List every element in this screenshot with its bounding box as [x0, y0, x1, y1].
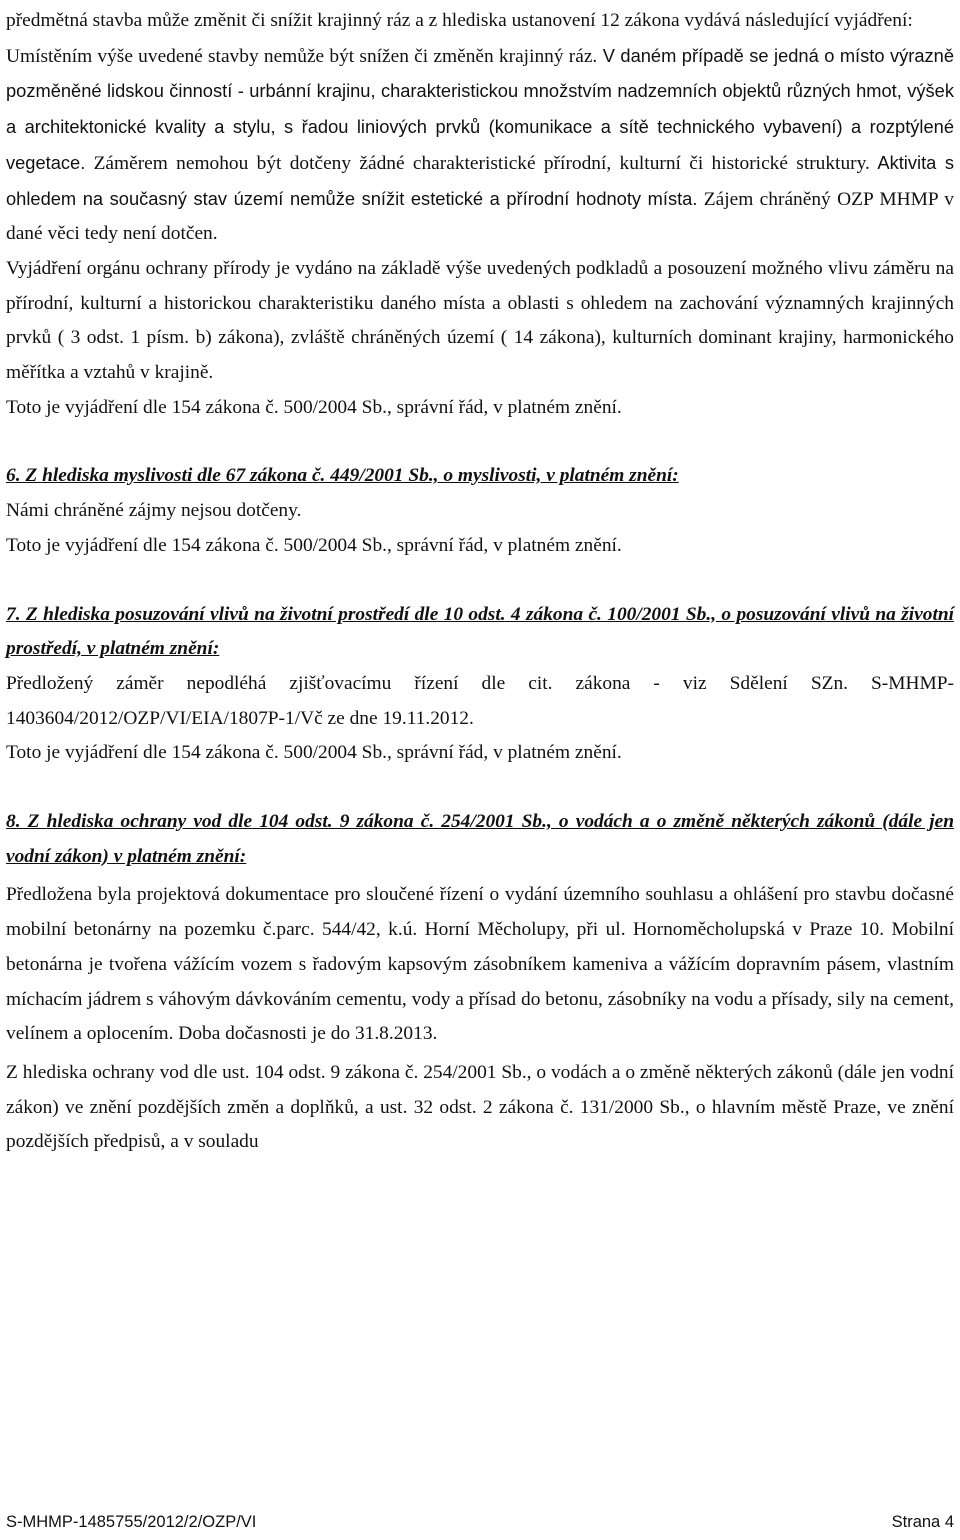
section-8-text: Předložena byla projektová dokumentace pro sloučené řízení o vydání územního souhlasu a ohlášení pro stavbu dočasné mobilní betonárny na pozemku č.parc. 544/42, k.ú. Horní Měcholupy, při ul. Hornoměcholupská v Praze 10. Mobilní betonárna je tvořena vážícím vozem s řadovým kapsovým zásobníkem kameniva a vážícím dopravním pásem, vlastním míchacím jádrem s váhovým dávkováním cementu, vody a přísad do betonu, zásobníky na vodu a přísady, sily na cement, velínem a oplocením. Doba dočasnosti je do 31.8.2013. — [6, 884, 954, 1045]
section-6-text: Námi chráněné zájmy nejsou dotčeny. — [6, 500, 302, 522]
statement-sentence-1: Umístěním výše uvedené stavby nemůže být snížen či změněn krajinný ráz. — [6, 45, 598, 67]
section-6-closing: Toto je vyjádření dle 154 zákona č. 500/2004 Sb., správní řád, v platném znění. — [6, 534, 622, 556]
section-6-heading — [6, 459, 954, 494]
statement-sentence-4: Aktivita s ohledem na současný stav území nemůže snížit estetické a přírodní hodnoty místa. — [6, 151, 954, 209]
statement-sentence-3: Záměrem nemohou být dotčeny žádné charakteristické přírodní, kulturní či historické struktury. — [85, 152, 870, 174]
paragraph-landscape-intro: předmětná stavba může změnit či snížit krajinný ráz a z hlediska ustanovení 12 zákona vydává následující vyjádření: — [6, 10, 913, 31]
statement-sentence-2: V daném případě se jedná o místo výrazně pozměněné lidskou činností - urbánní krajinu, charakteristickou množstvím nadzemních objektů různých hmot, výšek a architektonické kvality a stylu, s řadou liniových prvků (komunikace a sítě technického vybavení) a rozptýlené vegetace. — [6, 44, 954, 173]
section-7-closing: Toto je vyjádření dle 154 zákona č. 500/2004 Sb., správní řád, v platném znění. — [6, 742, 622, 764]
page-footer — [6, 1512, 954, 1532]
paragraph-assessment-basis: Vyjádření orgánu ochrany přírody je vydáno na základě výše uvedených podkladů a posouzení možného vlivu záměru na přírodní, kulturní a historickou charakteristiku daného místa a oblasti s ohledem na zachování významných krajinných prvků ( 3 odst. 1 písm. b) zákona), zvláště chráněných území ( 14 zákona), kulturních dominant krajiny, harmonického měřítka a vztahů v krajině. — [6, 257, 954, 384]
paragraph-landscape-statement — [6, 39, 954, 252]
statement-sentence-5: Zájem chráněný OZP MHMP v dané věci tedy není dotčen. — [6, 188, 954, 245]
section-7-heading — [6, 598, 954, 667]
section-7-text: Předložený záměr nepodléhá zjišťovacímu řízení dle cit. zákona - viz Sdělení SZn. S-MHMP-1403604/2012/OZP/VI/EIA/1807P-1/Vč ze dne 19.11.2012. — [6, 672, 954, 729]
section-8-heading — [6, 805, 954, 874]
document-reference: S-MHMP-1485755/2012/2/OZP/VI — [6, 1513, 257, 1531]
section-8-heading-text: 8. Z hlediska ochrany vod dle 104 odst. 9 zákona č. 254/2001 Sb., o vodách a o změně některých zákonů (dále jen vodní zákon) v platném znění: — [6, 811, 954, 867]
section-6-heading-text: 6. Z hlediska myslivosti dle 67 zákona č. 449/2001 Sb., o myslivosti, v platném znění: — [6, 465, 679, 487]
paragraph-closing-statement: Toto je vyjádření dle 154 zákona č. 500/2004 Sb., správní řád, v platném znění. — [6, 396, 622, 418]
section-7-heading-text: 7. Z hlediska posuzování vlivů na životní prostředí dle 10 odst. 4 zákona č. 100/2001 Sb., o posuzování vlivů na životní prostředí, v platném znění: — [6, 603, 954, 660]
page-number: Strana 4 — [891, 1513, 954, 1531]
section-8-text-continued: Z hlediska ochrany vod dle ust. 104 odst. 9 zákona č. 254/2001 Sb., o vodách a o změně některých zákonů (dále jen vodní zákon) ve znění pozdějších změn a doplňků, a ust. 32 odst. 2 zákona č. 131/2000 Sb., o hlavním městě Praze, ve znění pozdějších předpisů, a v souladu — [6, 1061, 954, 1153]
